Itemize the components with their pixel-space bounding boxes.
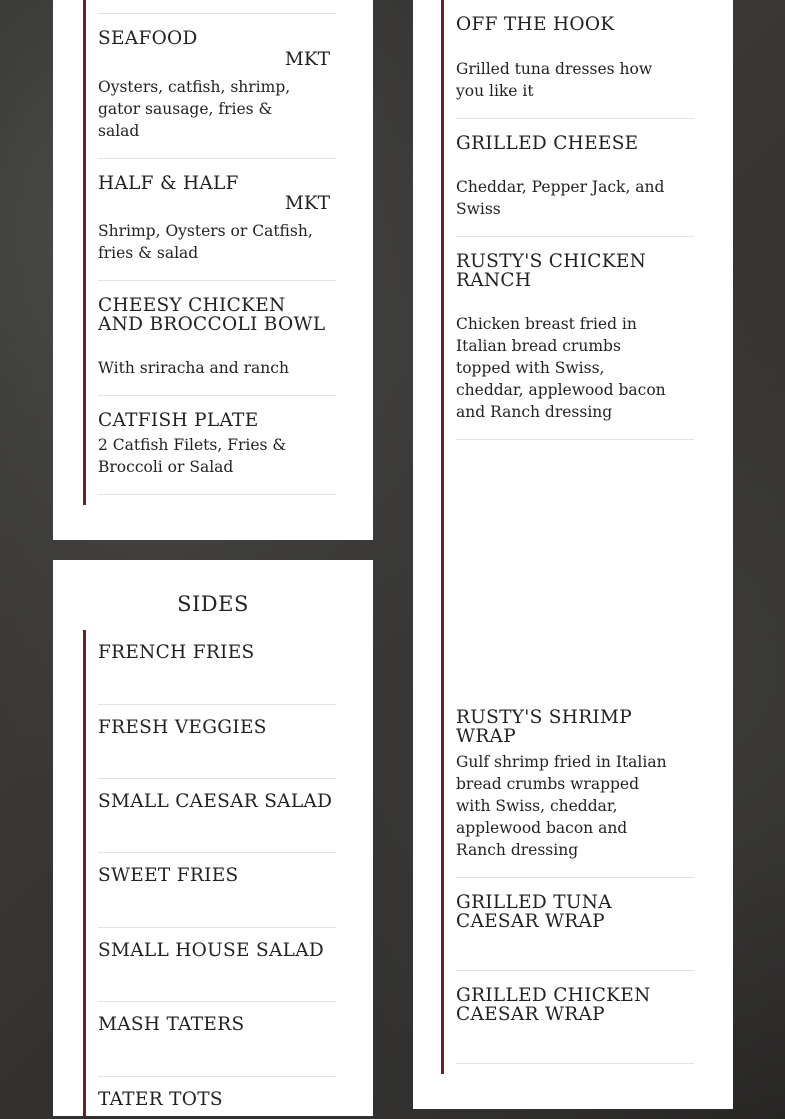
side-item: TATER TOTS bbox=[98, 1089, 223, 1110]
side-item: SMALL CAESAR SALAD bbox=[98, 791, 333, 812]
item-name: CHEESY CHICKEN AND BROCCOLI BOWL bbox=[98, 295, 326, 335]
item-description: Cheddar, Pepper Jack, and Swiss bbox=[456, 178, 665, 218]
divider bbox=[98, 852, 336, 853]
divider bbox=[98, 778, 336, 779]
divider bbox=[98, 1076, 336, 1077]
item-name: GRILLED CHICKEN CAESAR WRAP bbox=[456, 985, 651, 1025]
entrees-card bbox=[53, 0, 373, 540]
side-item: FRESH VEGGIES bbox=[98, 717, 267, 738]
item-name: SEAFOOD bbox=[98, 28, 198, 49]
menu-item-rustys-shrimp-wrap bbox=[456, 707, 694, 878]
divider bbox=[98, 927, 336, 928]
item-description: 2 Catfish Filets, Fries & Broccoli or Salad bbox=[98, 436, 287, 476]
item-name: GRILLED TUNA CAESAR WRAP bbox=[456, 892, 612, 932]
item-description: Chicken breast fried in Italian bread crumbs topped with Swiss, cheddar, applewood bacon and Ranch dressing bbox=[456, 315, 666, 421]
item-name: HALF & HALF bbox=[98, 173, 239, 194]
section-title: SIDES bbox=[177, 592, 249, 616]
divider bbox=[98, 704, 336, 705]
divider bbox=[98, 1001, 336, 1002]
side-item: FRENCH FRIES bbox=[98, 642, 255, 663]
item-description: Shrimp, Oysters or Catfish, fries & salad bbox=[98, 222, 313, 262]
menu-item-half-and-half bbox=[98, 173, 336, 281]
item-description: Grilled tuna dresses how you like it bbox=[456, 60, 653, 100]
item-name: GRILLED CHEESE bbox=[456, 133, 639, 154]
item-price: MKT bbox=[284, 49, 330, 70]
sides-column bbox=[83, 630, 343, 1116]
item-description: Gulf shrimp fried in Italian bread crumbs wrapped with Swiss, cheddar, applewood bacon and Ranch dressing bbox=[456, 753, 667, 859]
item-description: With sriracha and ranch bbox=[98, 359, 289, 377]
menu-item-catfish-plate bbox=[98, 410, 336, 495]
menu-item-grilled-cheese bbox=[456, 133, 694, 237]
menu-item-cheesy-chicken-bowl bbox=[98, 295, 336, 396]
item-description: Oysters, catfish, shrimp, gator sausage, fries & salad bbox=[98, 78, 291, 140]
side-item: SWEET FRIES bbox=[98, 865, 239, 886]
item-price: MKT bbox=[284, 193, 330, 214]
sandwiches-column bbox=[441, 0, 701, 1074]
menu-item-grilled-tuna-caesar-wrap bbox=[456, 892, 694, 971]
item-name: OFF THE HOOK bbox=[456, 14, 615, 35]
side-item: SMALL HOUSE SALAD bbox=[98, 940, 324, 961]
menu-item-seafood bbox=[98, 28, 336, 159]
side-item: MASH TATERS bbox=[98, 1014, 245, 1035]
menu-item-off-the-hook bbox=[456, 14, 694, 119]
divider bbox=[98, 13, 336, 14]
menu-item-rustys-chicken-ranch bbox=[456, 251, 694, 440]
item-name: CATFISH PLATE bbox=[98, 410, 259, 431]
sandwiches-card bbox=[413, 0, 733, 1109]
sides-card bbox=[53, 560, 373, 1116]
item-name: RUSTY'S SHRIMP WRAP bbox=[456, 707, 633, 747]
item-name: RUSTY'S CHICKEN RANCH bbox=[456, 251, 647, 291]
entrees-column bbox=[83, 0, 343, 505]
menu-item-grilled-chicken-caesar-wrap bbox=[456, 985, 694, 1064]
